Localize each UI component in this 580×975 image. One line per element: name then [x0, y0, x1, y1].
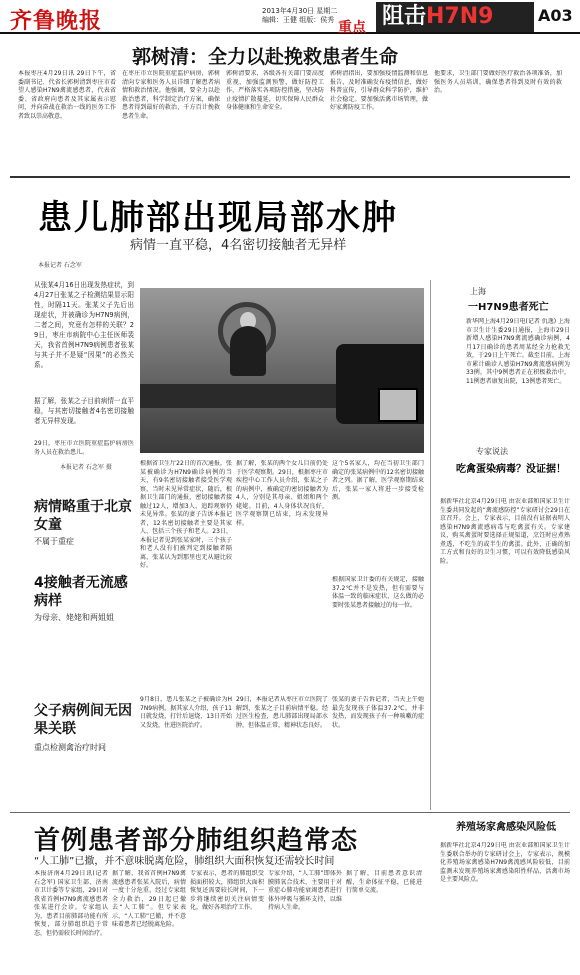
photo-caption: 29日，枣庄市立医院重症监护病房医务人员在救治患儿。 — [34, 440, 134, 456]
right-label-expert: 专家说法 — [476, 447, 508, 456]
camera-viewfinder — [378, 388, 418, 422]
right-head-eggs: 吃禽蛋染病毒？没证据！ — [456, 464, 566, 475]
main-story-col-6: 29日，本报记者从枣庄市立医院了解到，张某之子目前病情平稳。经过医生检查，患儿肺部出现局部水肿，但体温正常，精神状态良好。 — [236, 696, 328, 729]
main-story-note: 据了解，张某之子目前病情一直平稳，与其密切接触者4名密切接触者无异样发现。 — [34, 397, 134, 425]
bottom-story-col-1: 本报济南4月29日讯(记者 石念军) 国家卫生部、济南市卫计委等专家组，29日对我省首例H7N9禽流感患者张某进行会诊。专家组认为，患者目前肺部功能有所恢复，部分肺组织趋于常态，但仍需较长时间治疗。 — [34, 870, 108, 937]
page-number: A03 — [538, 6, 573, 25]
sidebar-head-2: 4接触者无流感病样 — [34, 575, 128, 609]
press-conference-photo — [140, 288, 424, 453]
right-body-3: 据新华社北京4月29日电 由农业部和国家卫生计生委联合举办的专家研讨会上，专家表示，规模化养殖场家禽感染H7N9禽流感风险较低，目前监测未发现养殖场家禽感染阳性样品，活禽市场是主要风险点。 — [440, 842, 570, 883]
main-story-col-3: 这个5名家人，均在当初卫生部门确定的张某病例中的12名密切接触者之列。据了解，医学观察期结束后，张某一家人将进一步接受检测。 — [332, 460, 424, 501]
right-column-divider — [430, 280, 431, 810]
section-code: H7N9 — [426, 4, 494, 29]
section-prefix: 阻击 — [382, 4, 427, 29]
sidebar-sub-3: 重点检测禽治疗时间 — [34, 743, 106, 752]
dateline — [262, 7, 337, 25]
section-banner — [376, 2, 534, 32]
bottom-story-col-5: 据了解，目前患者意识清醒，生命体征平稳，已能进行简单交流。 — [346, 870, 422, 894]
right-body-2: 据新华社北京4月29日电 由农业部和国家卫生计生委共同发起的“禽流感防控”专家研讨会29日在京召开。会上，专家表示，目前没有证据表明人感染H7N9禽流感病毒与吃禽蛋有关。专家建议，购买禽蛋时要选择正规渠道，烹饪时应煮熟煮透，不吃生的或半生的禽蛋。此外，正确的加工方式和良好的卫生习惯，可以有效降低感染风险。 — [440, 498, 570, 565]
main-story-byline: 本报记者 石念军 — [38, 262, 82, 269]
sidebar-head-1: 病情略重于北京女童 — [34, 499, 132, 533]
right-head-death: 一H7N9患者死亡 — [468, 302, 549, 313]
top-story-col-3: 郭树清要求，各级各有关部门要高度重视，加强监测预警，做好防控工作，严格落实各项防控措施，坚决防止疫情扩散蔓延，切实保障人民群众身体健康和生命安全。 — [226, 70, 324, 111]
top-story-col-4: 郭树清指出，要加强疫情监测和信息报告，及时准确发布疫情信息，做好科普宣传，引导群众科学防护，维护社会稳定。要加强活禽市场管理，做好家禽防疫工作。 — [330, 70, 428, 111]
speaker-figure — [230, 326, 266, 376]
main-story-col-2: 据了解，张某的两个女儿目前仍处于医学观察期。29日，根据枣庄市疾控中心工作人员介绍，张某之子的病例中，被确定的密切接触者为4人，分别是其母亲、姐姐和两个姥姥。目前，4人身体状况良好，医学观察期已结束，均未发现异样。 — [236, 460, 328, 527]
right-head-farm: 养殖场家禽感染风险低 — [456, 822, 556, 833]
bottom-story-col-2: 据了解，我省首例H7N9禽流感患者张某入院后，病情一度十分危重，经过专家组全力救治，29日起已撤去“人工肺”。但专家表示，“人工肺”已撤，并不意味着患者已经脱离危险。 — [112, 870, 186, 928]
main-story-col-7: 张某的妻子告诉记者，当天上午她最先发现孩子体温37.2℃。并非发热，而发现孩子有一种咳嗽的症状。 — [332, 696, 424, 729]
main-story-headline: 患儿肺部出现局部水肿 — [38, 198, 398, 238]
top-story-col-2: 在枣庄市立医院重症监护病房，郭树清向专家和医务人员详细了解患者病情和救治情况。他强调，要全力以赴救治患者，科学制定治疗方案，确保患者得到最好的救治，千方百计挽救患者生命。 — [122, 70, 220, 120]
desk — [140, 384, 340, 408]
main-story-col-1: 根据省卫生厅22日的首次通报，张某被确诊为H7N9确诊病例的当天，有9名密切接触者接受医学观察，当时未见异常症状，随后，根据卫生部门的通报，密切接触者接触过12人，增加3人，追踪观察仍未见异常。张某的妻子告诉本报记者，12名密切接触者主要是其家人、包括三个孩子和老人。23日，本报记者见到张某家时，三个孩子和老人没有们被判定到接触者隔离，张某认为到那里也无从避比较好。 — [140, 460, 232, 569]
editor-credits: 编辑：王健 组版：侯秀 — [262, 16, 335, 24]
bottom-story-divider — [10, 812, 570, 813]
masthead — [0, 0, 580, 34]
bottom-story-col-3: 专家表示，患者的肺组织受损面积较大，肺组织大面积恢复还需要较长时间，下一步将继续密切关注病情变化，做好各项治疗工作。 — [190, 870, 264, 911]
bottom-story-col-4: 专家介绍，“人工肺”即体外膜肺氧合技术，主要用于对重症心肺功能衰竭患者进行体外呼吸与循环支持，以维持病人生命。 — [268, 870, 342, 911]
bottom-story-headline: 首例患者部分肺组织趋常态 — [34, 826, 359, 856]
section-key: 重点 — [338, 20, 366, 36]
bottom-story-subheadline: “人工肺”已撤，并不意味脱离危险，肺组织大面积恢复还需较长时间 — [34, 856, 335, 867]
right-body-1: 新华网上海4月29日电(记者 仇逸) 上海市卫生计生委29日通报，上海市29日新增人感染H7N9禽流感确诊病例，4月17日确诊的患者周某经全力抢救无效，于29日上午死亡。截至目前，上海市累计确诊人感染H7N9禽流感病例为33例，其中9例患者正在积极救治中，11例患者康复出院，13例患者死亡。 — [466, 318, 570, 385]
main-story-col-4: 根据国家卫计委的有关规定，接触37.2℃并不是发热，但有需要与体温一致的临床症状，这么做的必要时张某患者接触过的每一位。 — [332, 576, 424, 609]
sidebar-head-3: 父子病例间无因果关联 — [34, 703, 132, 737]
sidebar-sub-2: 为母亲、姥姥和两姐姐 — [34, 613, 114, 622]
top-story-headline: 郭树清：全力以赴挽救患者生命 — [132, 46, 399, 68]
newspaper-logo: 齐鲁晚报 — [10, 8, 103, 34]
top-story-divider — [10, 176, 570, 178]
main-story-col-5: 9月8日，患儿张某之子被确诊为H7N9病例。据其家人介绍，孩子11日就发烧，打针后退烧，13日开始又发烧，住进医院治疗。 — [140, 696, 232, 729]
main-story-lead: 从张某4月16日出现发热症状，到4月27日张某之子检测结果显示阳性，时隔11天。张某父子先后出现症状，并被确诊为H7N9病例，二者之间，究竟有怎样的关联？29日，枣庄市病院中心主任医师裴天，我省首例H7N9病例患者张某与其子并不是疑“因果”的必然关系。 — [34, 281, 134, 369]
right-label-shanghai: 上海 — [470, 287, 486, 296]
top-story-col-5: 他要求，卫生部门要做好医疗救治各项准备，加强医务人员培训，确保患者得到及时有效的救治。 — [434, 70, 562, 94]
photo-credit: 本报记者 石念军 摄 — [60, 464, 112, 471]
main-story-subheadline: 病情一直平稳，4名密切接触者无异样 — [130, 238, 347, 253]
sidebar-sub-1: 不属于重症 — [34, 537, 74, 546]
issue-date: 2013年4月30日 星期二 — [262, 7, 338, 15]
top-story-col-1: 本报枣庄4月29日讯 29日下午，省委副书记、代省长郭树清到枣庄市看望人感染H7N9禽流感患者，代表省委、省政府向患者及其家属表示慰问，并向奋战在救治一线的医务工作者致以崇高敬意。 — [18, 70, 116, 120]
